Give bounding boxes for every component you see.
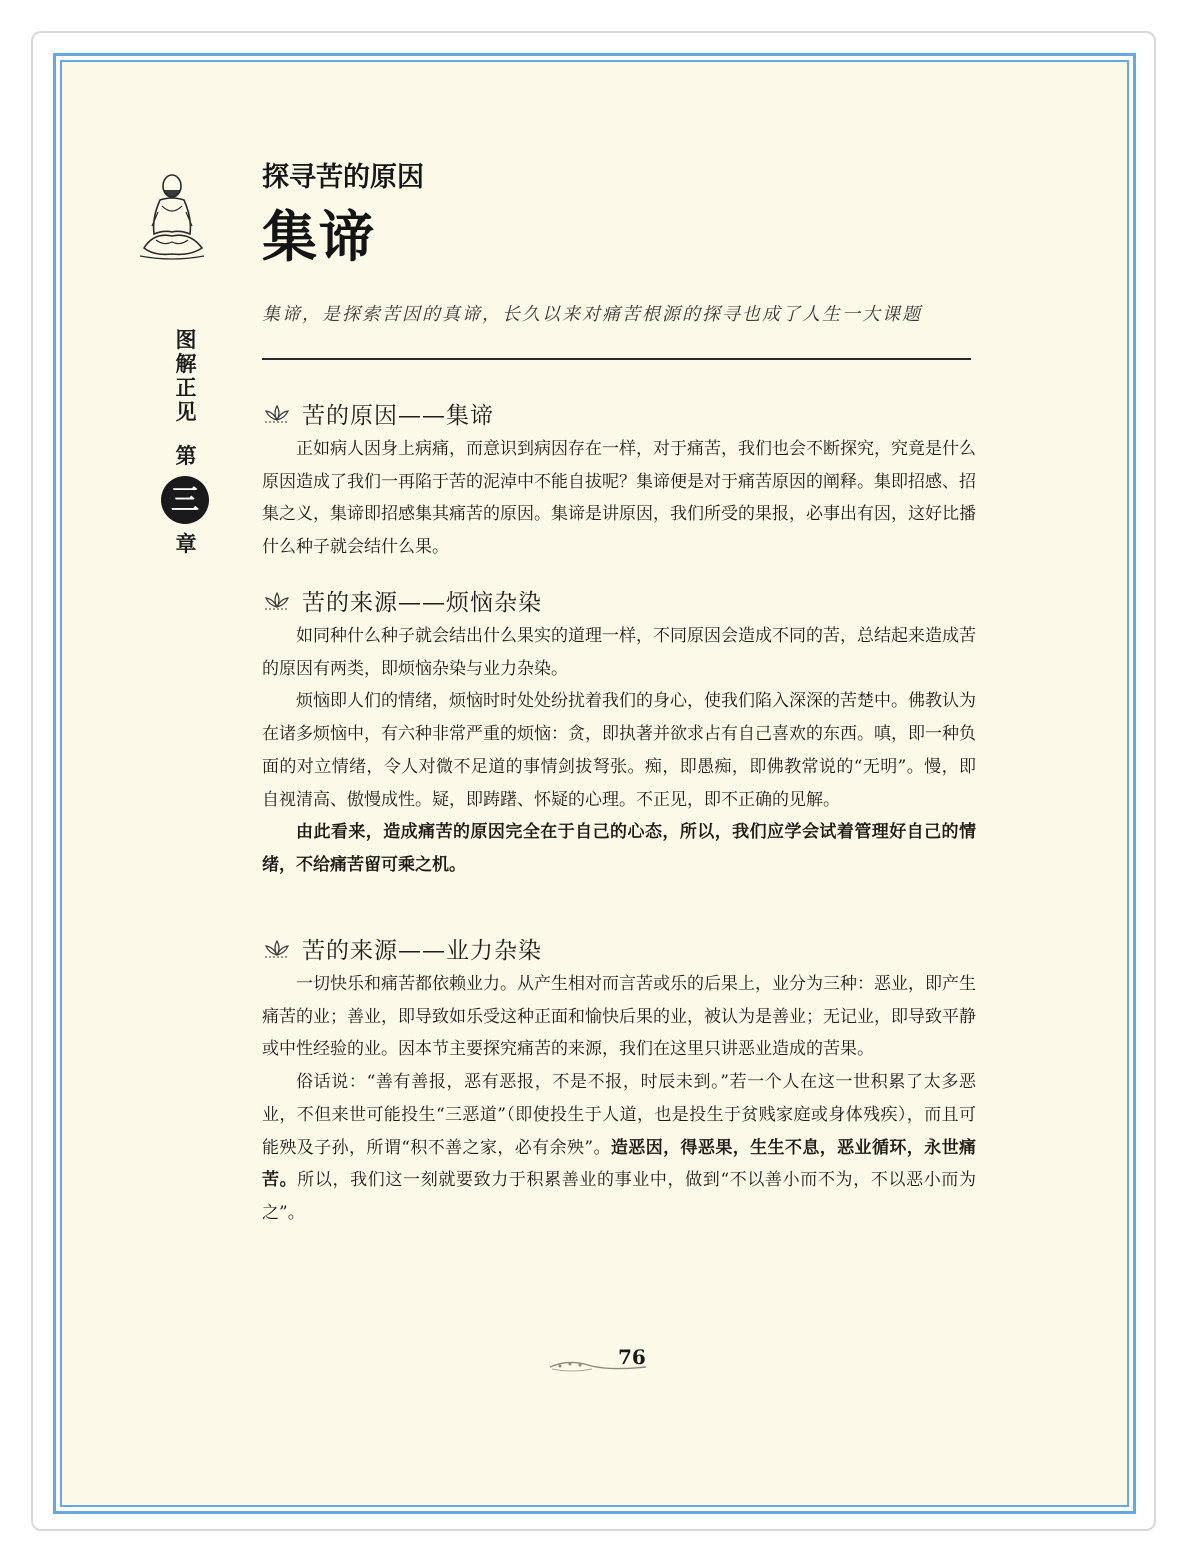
section-heading-row <box>262 928 976 968</box>
section-heading-row <box>262 393 976 433</box>
page-title: 集谛 <box>262 204 377 269</box>
section-heading: 苦的来源——业力杂染 <box>302 937 542 964</box>
section-kicker: 探寻苦的原因 <box>262 162 424 193</box>
section-karma <box>262 928 976 1230</box>
page-number: 76 <box>618 1345 646 1369</box>
paragraph: 烦恼即人们的情绪，烦恼时时处处纷扰着我们的身心，使我们陷入深深的苦楚中。佛教认为在诸多烦恼中，有六种非常严重的烦恼：贪，即执著并欲求占有自己喜欢的东西。嗔，即一种负面的对立情绪，令人对微不足道的事情剑拔弩张。痴，即愚痴，即佛教常说的“无明”。慢，即自视清高、傲慢成性。疑，即踌躇、怀疑的心理。不正见，即不正确的见解。 <box>262 691 976 810</box>
section-afflictions <box>262 580 976 882</box>
paragraph: 正如病人因身上病痛，而意识到病因存在一样，对于痛苦，我们也会不断探究，究竟是什么原因造成了我们一再陷于苦的泥淖中不能自拔呢？集谛便是对于痛苦原因的阐释。集即招感、招集之义，集谛即招感集其痛苦的原因。集谛是讲原因，我们所受的果报，必事出有因，这好比播什么种子就会结什么果。 <box>262 439 976 558</box>
title-divider <box>262 358 971 360</box>
paragraph: 一切快乐和痛苦都依赖业力。从产生相对而言苦或乐的后果上，业分为三种：恶业，即产生痛苦的业；善业，即导致如乐受这种正面和愉快后果的业，被认为是善业；无记业，即导致平静或中性经验的业。因本节主要探究痛苦的来源，我们在这里只讲恶业造成的苦果。 <box>262 974 976 1060</box>
lotus-bullet-icon <box>262 937 292 959</box>
section-heading-row <box>262 580 976 620</box>
paragraph-text: 所以，我们这一刻就要致力于积累善业的事业中，做到“不以善小而不为，不以恶小而为之”。 <box>262 1170 976 1223</box>
paragraph-emphasis: 由此看来，造成痛苦的原因完全在于自己的心态，所以，我们应学会试着管理好自己的情绪，不给痛苦留可乘之机。 <box>262 822 976 875</box>
paragraph-emphasis: 造恶因，得恶果，生生不息，恶业循环，永世痛苦。 <box>262 1137 976 1191</box>
section-heading: 苦的来源——烦恼杂染 <box>302 589 542 616</box>
section-cause <box>262 393 976 564</box>
book-title-vertical: 图解正见 <box>175 328 197 424</box>
chapter-prefix: 第 <box>175 444 197 468</box>
paragraph: 如同种什么种子就会结出什么果实的道理一样，不同原因会造成不同的苦，总结起来造成苦的原因有两类，即烦恼杂染与业力杂染。 <box>262 626 976 679</box>
chapter-suffix: 章 <box>175 532 197 556</box>
page-footer <box>548 1345 648 1375</box>
paragraph-text: 俗话说：“善有善报，恶有恶报，不是不报，时辰未到。”若一个人在这一世积累了太多恶业，不但来世可能投生“三恶道”（即使投生于人道，也是投生于贫贱家庭或身体残疾），而且可能殃及子孙，所谓“积不善之家，必有余殃”。 <box>262 1072 976 1158</box>
meditating-monk-icon <box>134 170 210 262</box>
lotus-bullet-icon <box>262 589 292 611</box>
chapter-number-badge: 三 <box>161 476 209 524</box>
lotus-bullet-icon <box>262 402 292 424</box>
paragraph <box>262 1066 976 1230</box>
subtitle: 集谛，是探索苦因的真谛，长久以来对痛苦根源的探寻也成了人生一大课题 <box>262 304 922 325</box>
section-heading: 苦的原因——集谛 <box>302 402 494 429</box>
